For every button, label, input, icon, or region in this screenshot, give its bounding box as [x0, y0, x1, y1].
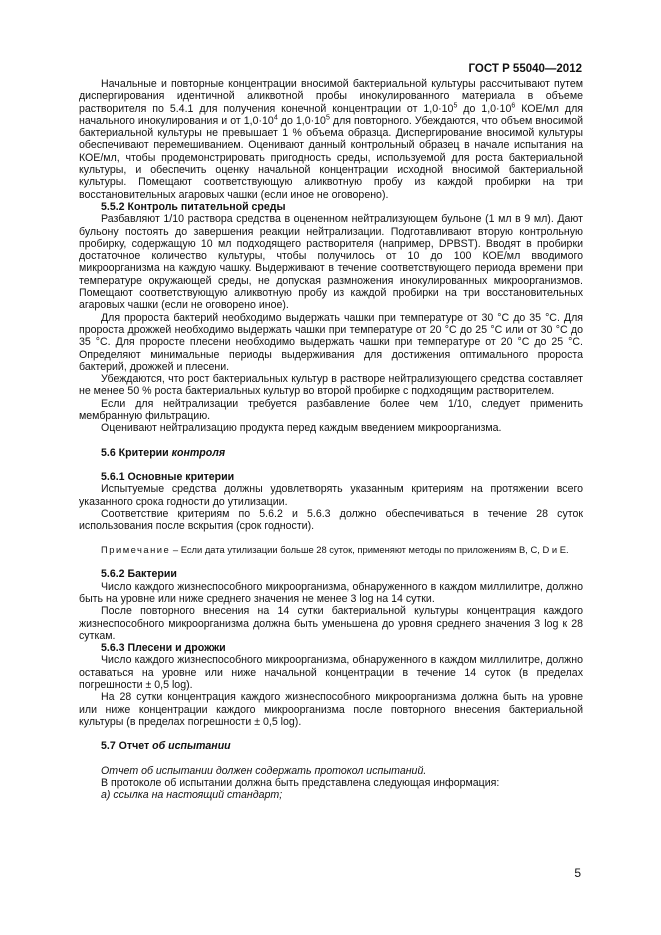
heading-part: 5.6 Критерии: [101, 446, 172, 459]
exponent: 6: [511, 102, 516, 110]
paragraph: Убеждаются, что рост бактериальных культур в растворе нейтрализующего средства составляет не менее 50 % роста бактериальных культур во второй пробирке с подходящим растворителем.: [79, 373, 583, 398]
note: [79, 544, 583, 556]
page-number: 5: [574, 866, 581, 880]
paragraph: Разбавляют 1/10 раствора средства в оцененном нейтрализующем бульоне (1 мл в 9 мл). Дают бульону постоять до завершения реакции нейтрализации. Подготавливают вторую контрольную пробирку, содержащую 10 мл подходящего растворителя (например, DPBST). Вводят в пробирки достаточное количество культуры, чтобы получилось от 10 до 100 КОЕ/мл вводимого микроорганизма на каждую чашку. Выдерживают в течение соответствующего периода времени при температуре окружающей среды, не допуская размножения инокулированных микроорганизмов. Помещают соответствующую аликвотную пробу из каждой пробирки на три восстановительных агаровых чашки (если не оговорено иное).: [79, 213, 583, 312]
intro-text-c: КОЕ/мл для начального инокулирования и от 1,0·10: [79, 102, 583, 127]
section-heading-5-6: [79, 447, 583, 459]
heading-part-italic: контроля: [171, 446, 226, 459]
intro-text-b: до 1,0·10: [457, 102, 512, 115]
intro-paragraph: [79, 78, 583, 201]
section-heading-5-7: [79, 740, 583, 752]
list-item: а) ссылка на настоящий стандарт;: [101, 789, 283, 802]
intro-text-e: для повторного. Убеждаются, что объем вносимой бактериальной культуры не превышает 1 % объема образца. Диспергирование вносимой культуры обеспечивают перемешиванием. Оценивают данный контрольный образец в начале испытания на КОЕ/мл, чтобы продемонстрировать пригодность среды, используемой для роста бактериальной культуры, и обеспечить оценку начальной концентрации исходной вносимой бактериальной культуры. Помещают соответствующую аликвотную пробу из каждой пробирки на три восстановительных агаровых чашки (если иное не оговорено).: [79, 114, 584, 201]
section-heading-5-6-3: 5.6.3 Плесени и дрожжи: [101, 642, 226, 655]
paragraph: Соответствие критериям по 5.6.2 и 5.6.3 должно обеспечиваться в течение 28 суток использования после вскрытия (срок годности).: [79, 507, 583, 533]
paragraph: Испытуемые средства должны удовлетворять указанным критериям на протяжении всего указанного срока годности до утилизации.: [79, 483, 583, 508]
paragraph: После повторного внесения на 14 сутки бактериальной культуры концентрация каждого жизнеспособного микроорганизма должна быть уменьшена до уровня среднего значения 3 log к 28 суткам.: [79, 605, 583, 642]
document-header: ГОСТ Р 55040—2012: [468, 63, 582, 75]
paragraph: Оценивают нейтрализацию продукта перед каждым введением микроорганизма.: [101, 422, 502, 435]
section-heading-5-5-2: 5.5.2 Контроль питательной среды: [101, 200, 286, 213]
exponent: 5: [325, 114, 330, 122]
intro-text-d: до 1,0·10: [277, 114, 326, 127]
paragraph: Число каждого жизнеспособного микроорганизма, обнаруженного в каждом миллилитре, должно быть на уровне или ниже среднего значения не менее 3 log на 14 сутки.: [79, 580, 583, 605]
paragraph: В протоколе об испытании должна быть представлена следующая информация:: [101, 776, 500, 789]
heading-part-italic: об испытании: [152, 740, 231, 753]
paragraph: Для пророста бактерий необходимо выдержать чашки при температуре от 30 °С до 35 °С. Для пророста дрожжей необходимо выдержать чашки при температуре от 20 °С до 25 °С или от 30 °С до 35 °С. Для проросте плесени необходимо выдержать чашки при температуре от 20 °С до 25 °С. Определяют минимальные периоды выдерживания для достижения оптимального пророста бактерий, дрожжей и плесени.: [79, 311, 583, 373]
heading-part: 5.7 Отчет: [101, 740, 153, 753]
section-heading-5-6-1: 5.6.1 Основные критерии: [101, 470, 235, 483]
paragraph: Отчет об испытании должен содержать протокол испытаний.: [101, 764, 427, 777]
paragraph: Если для нейтрализации требуется разбавление более чем 1/10, следует применить мембранную фильтрацию.: [79, 397, 583, 423]
section-heading-5-6-2: 5.6.2 Бактерии: [101, 568, 177, 581]
paragraph: Число каждого жизнеспособного микроорганизма, обнаруженного в каждом миллилитре, должно оставаться на уровне или ниже начальной концентрации в течение 14 суток (в пределах погрешности ± 0,5 log).: [79, 654, 583, 692]
note-text: – Если дата утилизации больше 28 суток, применяют методы по приложениям В, С, D и Е.: [170, 544, 569, 556]
exponent: 4: [273, 114, 278, 122]
note-label: Примечание: [101, 544, 171, 556]
page-content: [79, 78, 583, 801]
paragraph: На 28 сутки концентрация каждого жизнеспособного микроорганизма должна быть на уровне или ниже концентрации каждого микроорганизма после повторного внесения бактериальной культуры (в пределах погрешности ± 0,5 log).: [79, 691, 583, 728]
intro-text-a: Начальные и повторные концентрации вносимой бактериальной культуры рассчитывают путем диспергирования идентичной аликвотной пробы инокулированного материала в объеме растворителя по 5.4.1 для получения конечной концентрации от 1,0·10: [79, 78, 583, 115]
exponent: 5: [453, 102, 458, 110]
